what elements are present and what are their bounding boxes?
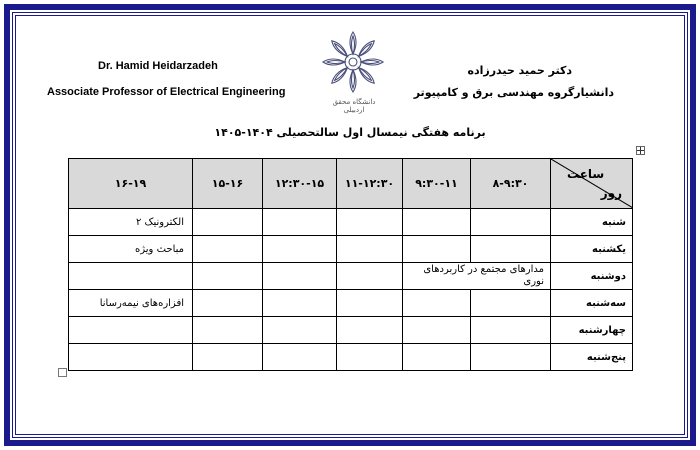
- schedule-cell[interactable]: [471, 209, 551, 236]
- day-cell: چهارشنبه: [551, 317, 633, 344]
- table-row: [69, 236, 633, 263]
- course-cell[interactable]: الکترونیک ۲: [69, 209, 193, 236]
- schedule-cell[interactable]: [263, 290, 337, 317]
- schedule-cell[interactable]: [337, 344, 403, 371]
- schedule-cell[interactable]: [337, 290, 403, 317]
- corner-header-cell: [551, 159, 633, 209]
- time-slot-header: ۸-۹:۳۰: [471, 159, 551, 209]
- schedule-cell[interactable]: [403, 290, 471, 317]
- table-row: [69, 290, 633, 317]
- schedule-cell[interactable]: [337, 317, 403, 344]
- header-time-label: ساعت: [567, 167, 605, 181]
- schedule-cell[interactable]: [193, 263, 263, 290]
- schedule-cell[interactable]: [337, 236, 403, 263]
- table-row: [69, 263, 633, 290]
- header-day-label: روز: [600, 186, 622, 200]
- schedule-cell[interactable]: [193, 236, 263, 263]
- schedule-cell[interactable]: [403, 236, 471, 263]
- schedule-cell[interactable]: [471, 317, 551, 344]
- schedule-cell[interactable]: [263, 317, 337, 344]
- schedule-cell[interactable]: [193, 344, 263, 371]
- english-name: Dr. Hamid Heidarzadeh: [98, 60, 218, 72]
- day-cell: سه‌شنبه: [551, 290, 633, 317]
- table-row: [69, 209, 633, 236]
- day-cell: دوشنبه: [551, 263, 633, 290]
- schedule-cell[interactable]: [403, 344, 471, 371]
- schedule-cell[interactable]: [337, 263, 403, 290]
- time-slot-header: ۱۵-۱۶: [193, 159, 263, 209]
- schedule-cell[interactable]: [263, 209, 337, 236]
- table-header-row: [69, 159, 633, 209]
- schedule-cell[interactable]: [471, 236, 551, 263]
- schedule-cell[interactable]: [263, 344, 337, 371]
- schedule-cell[interactable]: [263, 263, 337, 290]
- table-row: [69, 344, 633, 371]
- time-slot-header: ۱۲:۳۰-۱۵: [263, 159, 337, 209]
- course-cell[interactable]: مباحث ویژه: [69, 236, 193, 263]
- persian-title: دانشیارگروه مهندسی برق و کامپیوتر: [413, 86, 614, 99]
- schedule-cell[interactable]: [403, 209, 471, 236]
- schedule-cell[interactable]: [403, 317, 471, 344]
- university-logo-icon: [318, 28, 388, 108]
- schedule-cell[interactable]: [69, 263, 193, 290]
- english-title: Associate Professor of Electrical Engineering: [47, 86, 286, 98]
- table-resize-handle-icon[interactable]: [58, 368, 67, 377]
- course-cell[interactable]: مدارهای مجتمع در کاربردهای نوری: [403, 263, 551, 290]
- schedule-title: برنامه هفتگی نیمسال اول سالتحصیلی ۱۴۰۴-۱۴۰۵: [214, 126, 486, 139]
- schedule-cell[interactable]: [263, 236, 337, 263]
- table-row: [69, 317, 633, 344]
- schedule-cell[interactable]: [69, 344, 193, 371]
- course-cell[interactable]: افزاره‌های نیمه‌رسانا: [69, 290, 193, 317]
- day-cell: یکشنبه: [551, 236, 633, 263]
- persian-name: دکتر حمید حیدرزاده: [467, 64, 572, 77]
- time-slot-header: ۱۱-۱۲:۳۰: [337, 159, 403, 209]
- logo-caption: دانشگاه محقق اردبیلی: [332, 98, 376, 114]
- table-move-handle-icon[interactable]: [636, 146, 645, 155]
- schedule-cell[interactable]: [471, 290, 551, 317]
- day-cell: پنج‌شنبه: [551, 344, 633, 371]
- schedule-cell[interactable]: [193, 317, 263, 344]
- time-slot-header: ۹:۳۰-۱۱: [403, 159, 471, 209]
- schedule-cell[interactable]: [69, 317, 193, 344]
- schedule-cell[interactable]: [193, 209, 263, 236]
- schedule-cell[interactable]: [193, 290, 263, 317]
- schedule-cell[interactable]: [471, 344, 551, 371]
- day-cell: شنبه: [551, 209, 633, 236]
- weekly-schedule-table: [68, 158, 633, 371]
- schedule-cell[interactable]: [337, 209, 403, 236]
- time-slot-header: ۱۶-۱۹: [69, 159, 193, 209]
